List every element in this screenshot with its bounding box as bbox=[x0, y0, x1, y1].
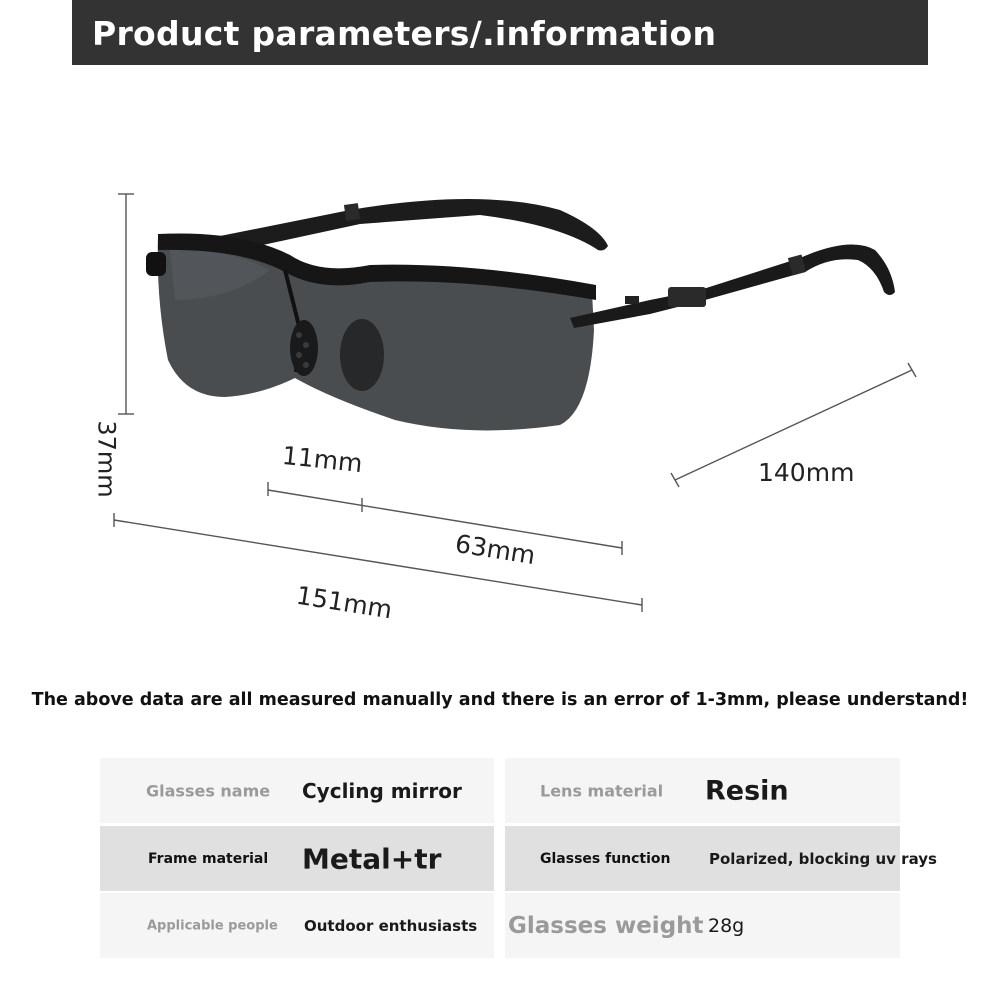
spec-value-glasses-weight: 28g bbox=[708, 914, 745, 937]
nose-pad-right bbox=[340, 319, 384, 391]
spec-label-lens-material: Lens material bbox=[540, 781, 664, 800]
spec-value-applicable-people: Outdoor enthusiasts bbox=[304, 916, 478, 935]
spec-cell-glasses-function bbox=[505, 826, 937, 891]
spec-label-applicable-people: Applicable people bbox=[147, 918, 278, 933]
spec-cell-frame-material bbox=[100, 826, 494, 891]
dim-temple-length-label: 140mm bbox=[758, 458, 855, 487]
near-temple-arm bbox=[570, 245, 895, 328]
dim-total-width-label: 151mm bbox=[294, 580, 395, 625]
spec-value-glasses-name: Cycling mirror bbox=[302, 778, 462, 803]
spec-value-frame-material: Metal+tr bbox=[302, 842, 442, 875]
spec-label-glasses-function: Glasses function bbox=[540, 850, 671, 867]
temple-hinge bbox=[668, 287, 706, 307]
spec-label-frame-material: Frame material bbox=[148, 850, 269, 867]
spec-value-glasses-function: Polarized, blocking uv rays bbox=[709, 849, 937, 868]
nose-pad bbox=[290, 320, 318, 376]
measurement-note: The above data are all measured manually and there is an error of 1-3mm, please understand! bbox=[31, 690, 969, 710]
hinge-left bbox=[146, 252, 166, 276]
header-bar bbox=[72, 0, 928, 65]
far-temple-arm bbox=[210, 199, 608, 252]
spec-cell-glasses-name bbox=[100, 758, 494, 823]
glasses-diagram bbox=[0, 160, 1000, 640]
dim-bridge-label: 11mm bbox=[280, 440, 364, 479]
page-title: Product parameters/.information bbox=[92, 14, 717, 53]
spec-cell-lens-material bbox=[505, 758, 900, 823]
glasses-illustration bbox=[0, 160, 1000, 640]
spec-cell-applicable-people bbox=[100, 893, 494, 958]
dim-height-label: 37mm bbox=[92, 420, 121, 498]
spec-label-glasses-weight: Glasses weight bbox=[508, 912, 704, 939]
dim-lens-width-label: 63mm bbox=[453, 528, 538, 571]
spec-value-lens-material: Resin bbox=[705, 775, 789, 806]
spec-label-glasses-name: Glasses name bbox=[146, 781, 271, 800]
spec-cell-glasses-weight bbox=[505, 893, 900, 958]
